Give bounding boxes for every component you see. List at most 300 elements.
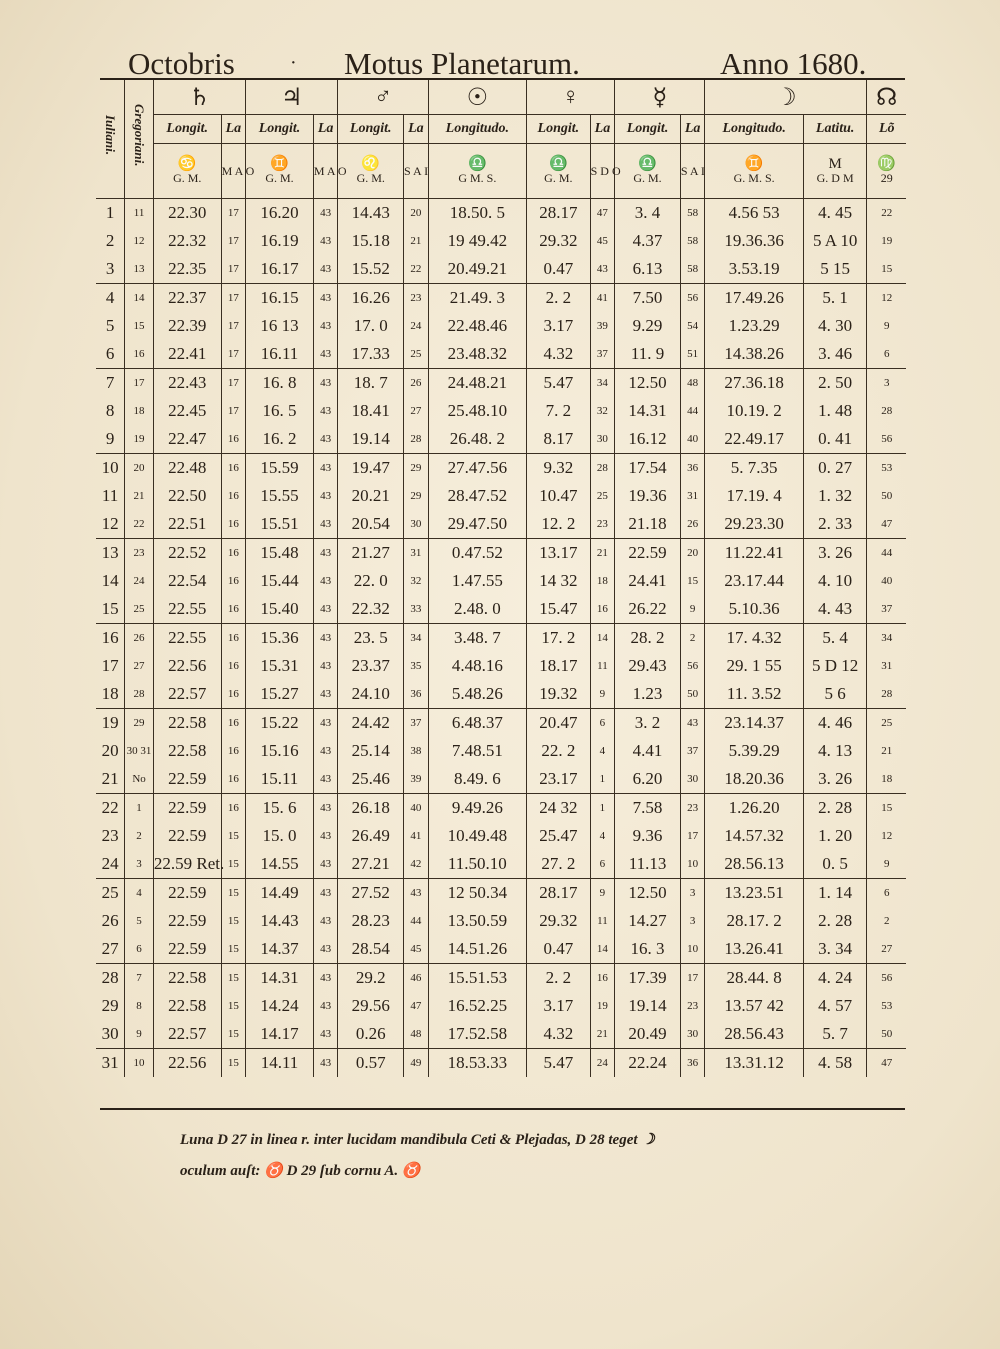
header-year: Anno 1680. (720, 46, 867, 81)
table-cell: 22.45 (153, 397, 221, 425)
table-cell: 22 (867, 199, 906, 228)
table-row (96, 510, 906, 539)
table-cell: 0.57 (338, 1049, 404, 1078)
table-bottom-rule (100, 1108, 905, 1110)
table-cell: 5.48.26 (428, 680, 526, 709)
table-cell: 1.23.29 (705, 312, 803, 340)
column-label: Lõ (867, 115, 906, 144)
table-cell: 27 (125, 652, 154, 680)
table-cell: 2.48. 0 (428, 595, 526, 624)
table-cell: 5 6 (803, 680, 867, 709)
table-cell: 16 (221, 737, 246, 765)
table-cell: 16.17 (246, 255, 314, 284)
table-cell: 22.57 (153, 680, 221, 709)
table-cell: 26.18 (338, 794, 404, 823)
table-cell: 43 (313, 624, 338, 653)
table-cell: 15 (221, 964, 246, 993)
table-cell: 15.52 (338, 255, 404, 284)
table-cell: 15 (221, 992, 246, 1020)
zodiac-sign-label: ♋ (177, 156, 197, 172)
table-cell: 22.58 (153, 992, 221, 1020)
table-cell: 4. 30 (803, 312, 867, 340)
unit-label: M A O (313, 164, 347, 178)
table-cell: 15. 6 (246, 794, 314, 823)
table-cell: 12.50 (615, 369, 681, 398)
column-label: Longit. (246, 115, 314, 144)
table-cell: 21 (590, 539, 615, 568)
table-cell: 23 (125, 539, 154, 568)
table-cell: 18 (867, 765, 906, 794)
table-cell: 27.47.56 (428, 454, 526, 483)
table-cell: 6.48.37 (428, 709, 526, 738)
table-cell: 3 (125, 850, 154, 879)
table-cell: 36 (404, 680, 429, 709)
table-row (96, 255, 906, 284)
table-cell: 25 (590, 482, 615, 510)
table-cell: 56 (680, 284, 705, 313)
table-cell: 58 (680, 255, 705, 284)
table-cell: 26 (125, 624, 154, 653)
table-cell: 1. 32 (803, 482, 867, 510)
table-cell: 15.47 (527, 595, 591, 624)
table-cell: 29 (101, 996, 119, 1015)
table-cell: 41 (590, 284, 615, 313)
table-cell: 11.22.41 (705, 539, 803, 568)
table-cell: 43 (313, 567, 338, 595)
table-row (96, 737, 906, 765)
table-cell: 3 (96, 255, 125, 284)
zodiac-sign-label: ♍ (877, 156, 897, 172)
table-cell: 25 (125, 595, 154, 624)
zodiac-sign-label: ♊ (270, 156, 289, 172)
table-cell: 14.17 (246, 1020, 314, 1049)
table-cell: 0.26 (338, 1020, 404, 1049)
table-row (96, 284, 906, 313)
table-cell: 3. 2 (615, 709, 681, 738)
table-cell: 43 (313, 595, 338, 624)
table-cell: 22.50 (153, 482, 221, 510)
table-cell: 22.37 (153, 284, 221, 313)
table-cell: 14.51.26 (428, 935, 526, 964)
table-cell: 37 (680, 737, 705, 765)
table-cell: 43 (313, 340, 338, 369)
table-cell: 0. 5 (803, 850, 867, 879)
table-cell: 50 (680, 680, 705, 709)
table-cell: 3 (867, 369, 906, 398)
footer-note (180, 1125, 880, 1187)
table-cell: 13.57 42 (705, 992, 803, 1020)
table-cell: 43 (313, 765, 338, 794)
table-cell: 9.49.26 (428, 794, 526, 823)
table-cell: 17 (221, 284, 246, 313)
table-row (96, 482, 906, 510)
table-cell: 37 (867, 595, 906, 624)
column-subheader (246, 144, 314, 199)
table-cell: 43 (313, 992, 338, 1020)
table-cell: 26 (680, 510, 705, 539)
table-cell: 16 (221, 567, 246, 595)
table-cell: 6 (590, 850, 615, 879)
unit-label: S D O (590, 164, 621, 178)
table-cell: 15 (125, 312, 154, 340)
table-cell: 28.17 (527, 199, 591, 228)
table-cell: 1.26.20 (705, 794, 803, 823)
table-cell: 23.37 (338, 652, 404, 680)
table-cell: 28.56.13 (705, 850, 803, 879)
table-cell: 23.17.44 (705, 567, 803, 595)
table-cell: 43 (313, 935, 338, 964)
table-cell: 4. 13 (803, 737, 867, 765)
table-cell: 15.51 (246, 510, 314, 539)
table-cell: 26 (404, 369, 429, 398)
column-label: La (221, 115, 246, 144)
table-cell: 40 (680, 425, 705, 454)
table-cell: 1 (105, 203, 115, 222)
table-cell: 17 (221, 369, 246, 398)
table-row (96, 850, 906, 879)
table-cell: 22.59 (153, 907, 221, 935)
table-cell: 22.47 (153, 425, 221, 454)
table-cell: 4. 43 (803, 595, 867, 624)
table-cell: 42 (404, 850, 429, 879)
table-cell: 5.39.29 (705, 737, 803, 765)
table-cell: 22.55 (153, 595, 221, 624)
table-cell: 28.44. 8 (705, 964, 803, 993)
table-cell: 22.56 (153, 1049, 221, 1078)
table-cell: 5. 4 (803, 624, 867, 653)
table-cell: 6 (867, 879, 906, 908)
table-cell: 13.31.12 (705, 1049, 803, 1078)
table-cell: 40 (404, 794, 429, 823)
table-cell: 16 (101, 628, 119, 647)
table-cell: 29 (404, 454, 429, 483)
table-cell: 47 (404, 992, 429, 1020)
table-row (96, 369, 906, 398)
table-cell: 6 (590, 709, 615, 738)
table-cell: 43 (313, 822, 338, 850)
table-cell: 5. 7 (803, 1020, 867, 1049)
table-cell: 2 (105, 231, 115, 250)
table-cell: 43 (313, 312, 338, 340)
unit-label: G. M. (356, 171, 385, 185)
table-cell: 14.43 (338, 199, 404, 228)
table-cell: 38 (404, 737, 429, 765)
table-cell: 23.14.37 (705, 709, 803, 738)
table-cell: 53 (867, 992, 906, 1020)
ephemeris-table-container (96, 80, 906, 1116)
table-cell: 7. 2 (527, 397, 591, 425)
table-row (96, 1049, 906, 1078)
table-cell: 36 (680, 454, 705, 483)
table-cell: 50 (867, 1020, 906, 1049)
table-cell: 15 (867, 255, 906, 284)
table-cell: 19 (101, 713, 119, 732)
table-cell: 0. 27 (803, 454, 867, 483)
table-cell: 2. 28 (803, 794, 867, 823)
table-cell: 28 (404, 425, 429, 454)
table-row (96, 680, 906, 709)
table-cell: 21.27 (338, 539, 404, 568)
table-cell: 19 (867, 227, 906, 255)
table-row (96, 652, 906, 680)
table-row (96, 624, 906, 653)
column-subheader (615, 144, 681, 199)
table-cell: 27. 2 (527, 850, 591, 879)
table-row (96, 879, 906, 908)
table-cell: 22.48.46 (428, 312, 526, 340)
table-row (96, 1020, 906, 1049)
table-cell: 4.37 (615, 227, 681, 255)
column-subheader (867, 144, 906, 199)
table-cell: 16.20 (246, 199, 314, 228)
table-cell: 7 (125, 964, 154, 993)
table-cell: 2. 2 (527, 964, 591, 993)
table-cell: 22.59 (153, 879, 221, 908)
table-cell: 13.17 (527, 539, 591, 568)
table-cell: 9 (590, 680, 615, 709)
table-cell: 0. 41 (803, 425, 867, 454)
table-cell: 4.32 (527, 340, 591, 369)
table-cell: 15. 0 (246, 822, 314, 850)
table-cell: 15.48 (246, 539, 314, 568)
table-cell: 22.48 (153, 454, 221, 483)
table-cell: 4. 45 (803, 199, 867, 228)
table-cell: 43 (313, 199, 338, 228)
table-cell: 28 (867, 397, 906, 425)
table-cell: 50 (867, 482, 906, 510)
table-cell: 15.40 (246, 595, 314, 624)
table-cell: 19.36 (615, 482, 681, 510)
table-cell: 24.48.21 (428, 369, 526, 398)
table-cell: 29. 1 55 (705, 652, 803, 680)
column-sub-row (96, 144, 906, 199)
table-cell: 4.32 (527, 1020, 591, 1049)
table-cell: 47 (590, 199, 615, 228)
table-cell: 3.53.19 (705, 255, 803, 284)
table-cell: 16.52.25 (428, 992, 526, 1020)
column-subheader (803, 144, 867, 199)
table-cell: 15.44 (246, 567, 314, 595)
table-cell: 3. 4 (615, 199, 681, 228)
table-cell: 25.48.10 (428, 397, 526, 425)
table-cell: 7.48.51 (428, 737, 526, 765)
table-cell: 43 (313, 369, 338, 398)
table-cell: 1 (590, 765, 615, 794)
table-cell: 16.12 (615, 425, 681, 454)
table-cell: 3 (680, 879, 705, 908)
table-cell: 25 (101, 883, 119, 902)
table-cell: 22.41 (153, 340, 221, 369)
footer-line-1: Luna D 27 in linea r. inter lucidam mandibula Ceti & Plejadas, D 28 teget ☽ (180, 1132, 655, 1148)
table-cell: 14.37 (246, 935, 314, 964)
table-cell: 15.59 (246, 454, 314, 483)
table-cell: 16 13 (246, 312, 314, 340)
table-cell: 16 (125, 340, 154, 369)
table-cell: 17.19. 4 (705, 482, 803, 510)
table-cell: 1.23 (615, 680, 681, 709)
table-cell: 16 (221, 539, 246, 568)
table-cell: 8 (105, 401, 115, 420)
table-cell: 0.47.52 (428, 539, 526, 568)
table-cell: 29.43 (615, 652, 681, 680)
table-cell: 35 (404, 652, 429, 680)
table-cell: 32 (404, 567, 429, 595)
table-cell: 11 (101, 486, 119, 505)
table-row (96, 567, 906, 595)
table-cell: 17 (680, 964, 705, 993)
table-cell: 15.22 (246, 709, 314, 738)
table-cell: 9 (125, 1020, 154, 1049)
table-cell: 15 (221, 879, 246, 908)
table-cell: 19.32 (527, 680, 591, 709)
table-cell: 3.17 (527, 992, 591, 1020)
table-cell: 9 (96, 425, 125, 454)
table-cell: 43 (404, 879, 429, 908)
table-row (96, 227, 906, 255)
table-cell: 15 (680, 567, 705, 595)
table-cell: 9.36 (615, 822, 681, 850)
table-cell: 22.32 (338, 595, 404, 624)
table-cell: 22 (404, 255, 429, 284)
table-cell: 29.56 (338, 992, 404, 1020)
table-cell: 24 (590, 1049, 615, 1078)
table-cell: 36 (680, 1049, 705, 1078)
table-cell: 2 (867, 907, 906, 935)
table-cell: 49 (404, 1049, 429, 1078)
table-cell: 28.23 (338, 907, 404, 935)
table-cell: 23.48.32 (428, 340, 526, 369)
table-cell: 18 (96, 680, 125, 709)
table-cell: 26.22 (615, 595, 681, 624)
table-cell: 8.17 (527, 425, 591, 454)
page-header (100, 42, 900, 82)
table-cell: 3.48. 7 (428, 624, 526, 653)
column-label: Longitudo. (705, 115, 803, 144)
zodiac-sign-label: ♌ (361, 156, 381, 172)
table-cell: 19.47 (338, 454, 404, 483)
table-cell: 15.55 (246, 482, 314, 510)
table-cell: 24 (125, 567, 154, 595)
table-cell: 18 (590, 567, 615, 595)
table-cell: 6 (125, 935, 154, 964)
table-cell: 28.54 (338, 935, 404, 964)
mars-symbol: ♂ (338, 80, 428, 115)
table-cell: 2. 2 (527, 284, 591, 313)
table-cell: 24.41 (615, 567, 681, 595)
table-cell: 30 (404, 510, 429, 539)
unit-label: G. M. (173, 171, 202, 185)
table-cell: 14.11 (246, 1049, 314, 1078)
table-cell: 20.49.21 (428, 255, 526, 284)
gregorian-header: Gregoriani. (125, 80, 154, 199)
table-cell: 10 (680, 850, 705, 879)
table-cell: 18.41 (338, 397, 404, 425)
table-cell: 56 (867, 964, 906, 993)
table-cell: 24 (96, 850, 125, 879)
table-cell: 29 (404, 482, 429, 510)
table-cell: 2. 50 (803, 369, 867, 398)
unit-label: S A I (680, 164, 705, 178)
table-cell: 34 (590, 369, 615, 398)
table-cell: 21 (125, 482, 154, 510)
column-subheader (338, 144, 404, 199)
table-cell: 15.11 (246, 765, 314, 794)
table-cell: 15 (221, 850, 246, 879)
table-cell: 30 31 (125, 737, 154, 765)
table-row (96, 765, 906, 794)
table-cell: 17 (101, 656, 119, 675)
moon-symbol: ☽ (705, 80, 867, 115)
table-cell: 43 (313, 397, 338, 425)
table-cell: 19 (125, 425, 154, 454)
table-cell: 15.36 (246, 624, 314, 653)
header-title: Motus Planetarum. (344, 46, 580, 81)
table-cell: 22.52 (153, 539, 221, 568)
table-cell: 13 (125, 255, 154, 284)
table-cell: 43 (313, 425, 338, 454)
table-cell: 22.30 (153, 199, 221, 228)
table-cell: 22.55 (153, 624, 221, 653)
table-cell: 16.19 (246, 227, 314, 255)
table-cell: 28 (590, 454, 615, 483)
column-subheader (153, 144, 221, 199)
table-cell: 26.49 (338, 822, 404, 850)
table-cell: 5. 1 (803, 284, 867, 313)
table-cell: 4. 24 (803, 964, 867, 993)
table-cell: 23. 5 (338, 624, 404, 653)
table-cell: 10.47 (527, 482, 591, 510)
table-cell: 12. 2 (527, 510, 591, 539)
table-cell: 25.47 (527, 822, 591, 850)
table-cell: 17. 4.32 (705, 624, 803, 653)
column-label: Longit. (338, 115, 404, 144)
table-cell: 31 (680, 482, 705, 510)
table-cell: 14.27 (615, 907, 681, 935)
table-cell: No (125, 765, 154, 794)
table-cell: 5 15 (803, 255, 867, 284)
table-cell: 43 (313, 510, 338, 539)
table-cell: 15.51.53 (428, 964, 526, 993)
table-cell: 22.56 (153, 652, 221, 680)
table-cell: 30 (96, 1020, 125, 1049)
column-subheader (705, 144, 803, 199)
table-cell: 3 (680, 907, 705, 935)
table-cell: 17 (680, 822, 705, 850)
table-cell: 4.48.16 (428, 652, 526, 680)
table-cell: 6.13 (615, 255, 681, 284)
table-cell: 18.53.33 (428, 1049, 526, 1078)
table-cell: 16.11 (246, 340, 314, 369)
table-cell: 5 (105, 316, 115, 335)
table-cell: 24.42 (338, 709, 404, 738)
table-cell: 43 (313, 454, 338, 483)
table-cell: 16 (221, 482, 246, 510)
table-row (96, 454, 906, 483)
table-cell: 14 (590, 624, 615, 653)
ephemeris-table (96, 80, 906, 1077)
table-cell: 40 (867, 567, 906, 595)
table-cell: 27.36.18 (705, 369, 803, 398)
table-cell: 30 (680, 765, 705, 794)
table-cell: 19.14 (615, 992, 681, 1020)
table-cell: 17. 0 (338, 312, 404, 340)
table-cell: 43 (313, 794, 338, 823)
table-cell: 21 (867, 737, 906, 765)
table-cell: 43 (313, 482, 338, 510)
table-cell: 1.47.55 (428, 567, 526, 595)
table-cell: 1. 48 (803, 397, 867, 425)
zodiac-sign-label: ♊ (744, 156, 764, 172)
